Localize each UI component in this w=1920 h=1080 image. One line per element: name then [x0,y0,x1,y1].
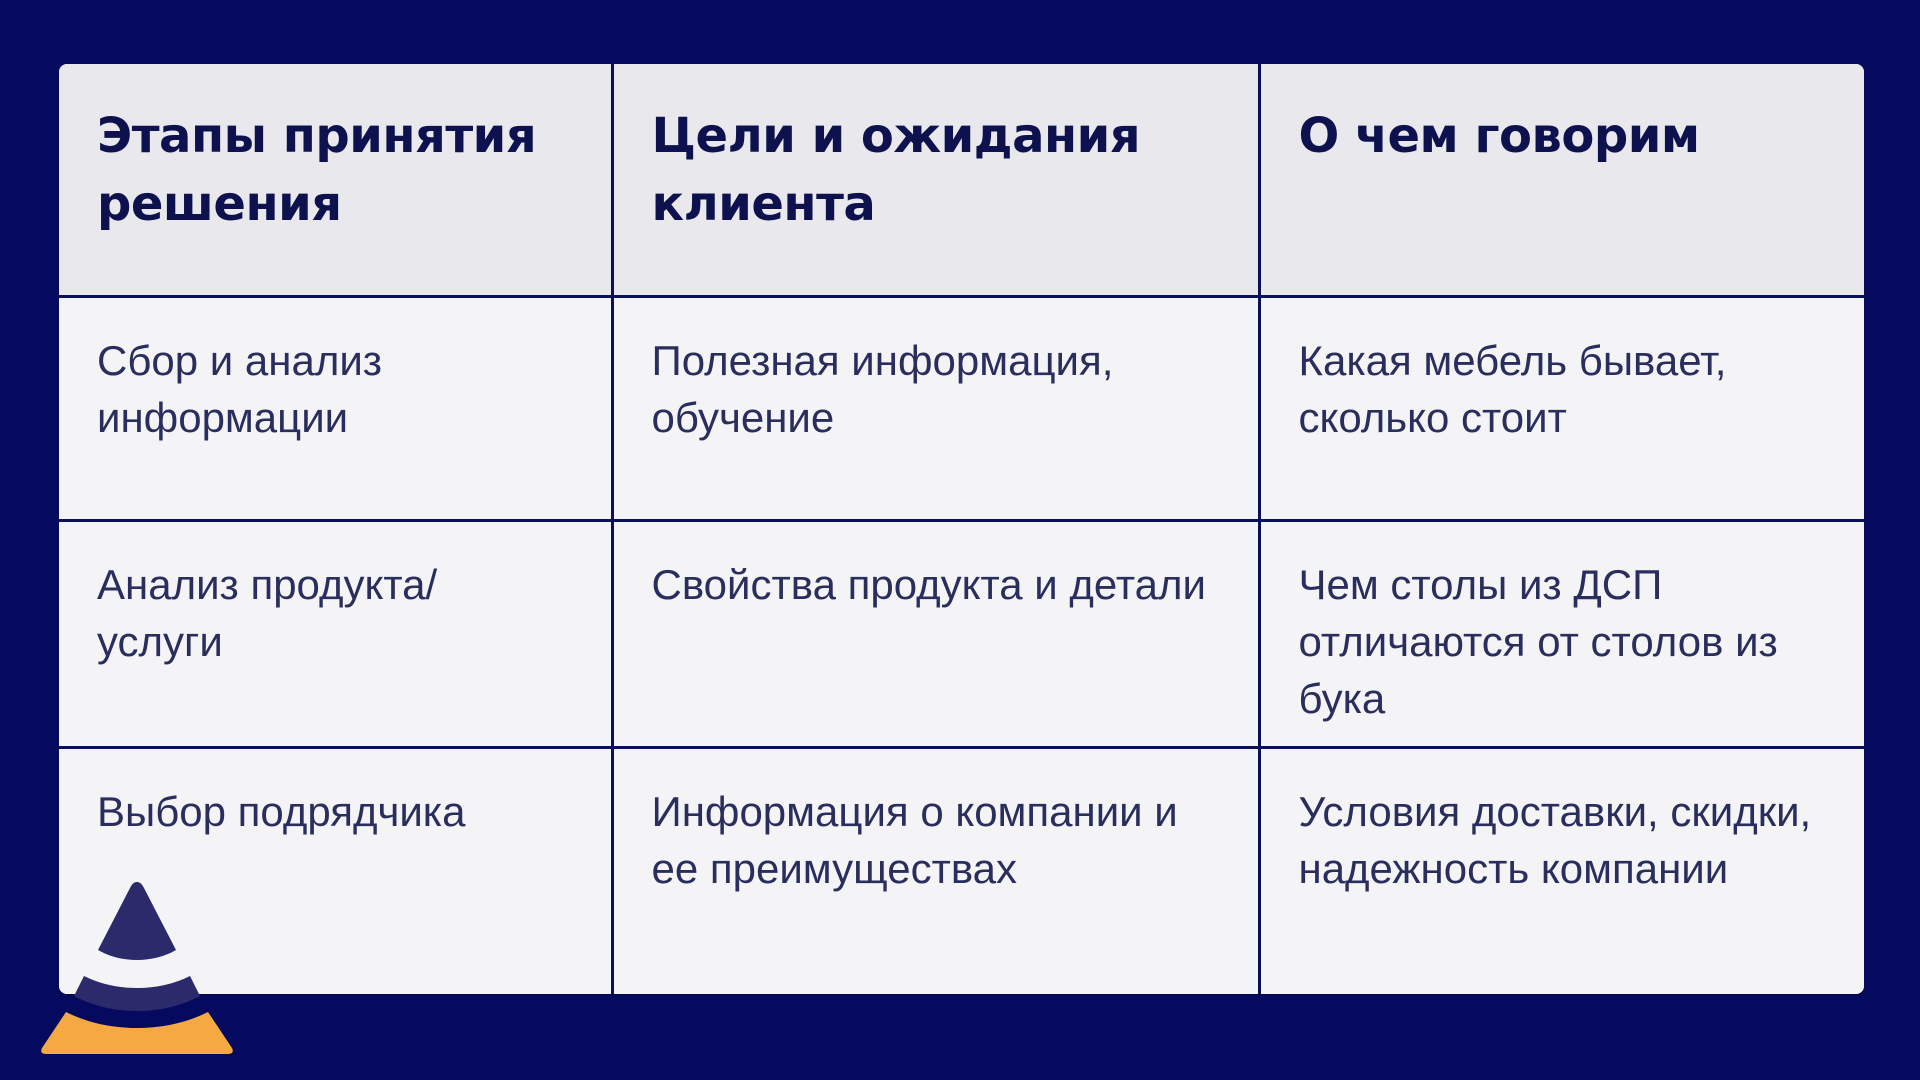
cell-topic: Условия доставки, скидки, надежность компании [1259,748,1864,994]
cell-topic: Какая мебель бывает, сколько стоит [1259,296,1864,521]
cell-goal: Полезная информация, обучение [612,296,1259,521]
cell-stage: Сбор и анализ информации [59,296,612,521]
logo-base-segment [41,1012,233,1054]
logo-middle-segment [74,976,200,1011]
table-row [59,296,1864,521]
header-what-we-talk-about: О чем говорим [1259,64,1864,296]
header-decision-stages: Этапы принятия решения [59,64,612,296]
header-client-goals: Цели и ожидания клиента [612,64,1259,296]
cell-stage: Анализ продукта/ услуги [59,521,612,748]
cell-goal: Свойства продукта и детали [612,521,1259,748]
comparison-table-card [59,64,1864,994]
table-row [59,521,1864,748]
pyramid-logo-icon [38,878,236,1054]
table-header-row [59,64,1864,296]
table-row [59,748,1864,994]
cell-topic: Чем столы из ДСП отличаются от столов из бука [1259,521,1864,748]
logo-top-segment [98,882,176,960]
cell-goal: Информация о компании и ее преимуществах [612,748,1259,994]
cell-stage: Выбор подрядчика [59,748,612,994]
comparison-table [59,64,1864,994]
